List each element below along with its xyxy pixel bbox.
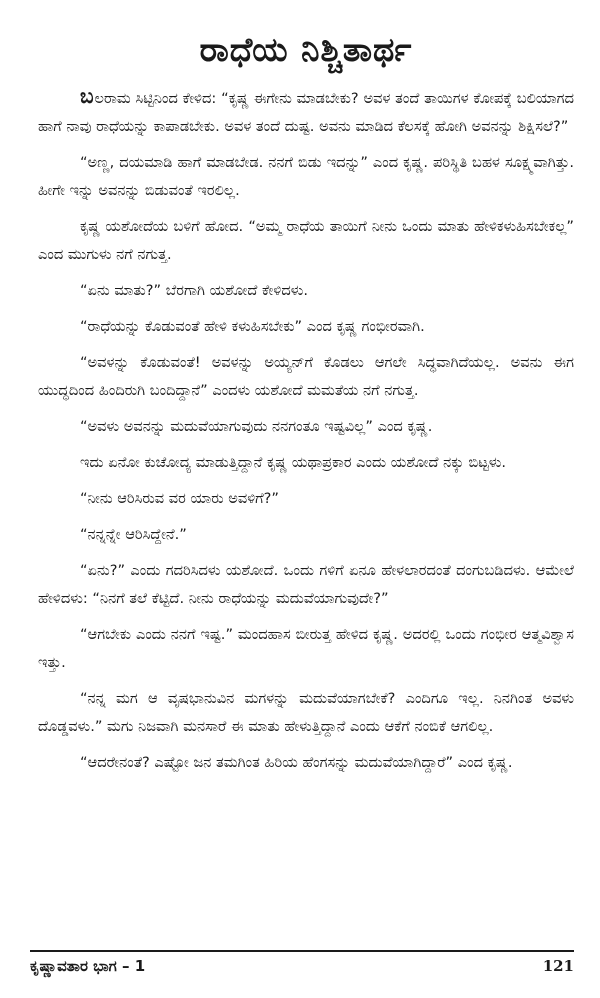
page-footer xyxy=(30,950,574,977)
paragraph: ಕೃಷ್ಣ ಯಶೋದೆಯ ಬಳಿಗೆ ಹೋದ. “ಅಮ್ಮ ರಾಧೆಯ ತಾಯಿಗೆ ನೀನು ಒಂದು ಮಾತು ಹೇಳಿಕಳುಹಿಸಬೇಕಲ್ಲ” ಎಂದ ಮುಗುಳು ನಗೆ ನಗುತ್ತ. xyxy=(38,218,574,263)
paragraph: “ಏನು ಮಾತು?” ಬೆರಗಾಗಿ ಯಶೋದೆ ಕೇಳಿದಳು. xyxy=(80,282,308,299)
dropcap: ಬ xyxy=(80,84,94,108)
paragraph: ಇದು ಏನೋ ಕುಚೋದ್ಯ ಮಾಡುತ್ತಿದ್ದಾನೆ ಕೃಷ್ಣ ಯಥಾಪ್ರಕಾರ ಎಂದು ಯಶೋದೆ ನಕ್ಕು ಬಿಟ್ಟಳು. xyxy=(80,454,507,471)
paragraph xyxy=(38,82,574,141)
paragraph: “ಆದರೇನಂತೆ? ಎಷ್ಟೋ ಜನ ತಮಗಿಂತ ಹಿರಿಯ ಹೆಂಗಸನ್ನು ಮದುವೆಯಾಗಿದ್ದಾರೆ” ಎಂದ ಕೃಷ್ಣ. xyxy=(80,754,513,771)
paragraph: “ಅವಳನ್ನು ಕೊಡುವಂತೆ! ಅವಳನ್ನು ಅಯ್ಯನ್‌ಗೆ ಕೊಡಲು ಆಗಲೇ ಸಿದ್ಧವಾಗಿದೆಯಲ್ಲ. ಅವನು ಈಗ ಯುದ್ಧದಿಂದ ಹಿಂದಿರುಗಿ ಬಂದಿದ್ದಾನೆ” ಎಂದಳು ಯಶೋದೆ ಮಮತೆಯ ನಗೆ ನಗುತ್ತ. xyxy=(38,354,574,399)
paragraph: “ನೀನು ಆರಿಸಿರುವ ವರ ಯಾರು ಅವಳಿಗೆ?” xyxy=(80,490,279,507)
paragraph-text: ಲರಾಮ ಸಿಟ್ಟಿನಿಂದ ಕೇಳಿದ: “ಕೃಷ್ಣ ಈಗೇನು ಮಾಡಬೇಕು? ಅವಳ ತಂದೆ ತಾಯಿಗಳ ಕೋಪಕ್ಕೆ ಬಲಿಯಾಗದ ಹಾಗೆ ನಾವು ರಾಧೆಯನ್ನು ಕಾಪಾಡಬೇಕು. ಅವಳ ತಂದೆ ದುಷ್ಟ. ಅವನು ಮಾಡಿದ ಕೆಲಸಕ್ಕೆ ಹೋಗಿ ಅವನನ್ನು ಶಿಕ್ಷಿಸಲೆ?” xyxy=(38,90,574,135)
footer-page-number: 121 xyxy=(542,957,574,975)
paragraph: “ಏನು?” ಎಂದು ಗದರಿಸಿದಳು ಯಶೋದೆ. ಒಂದು ಗಳಿಗೆ ಏನೂ ಹೇಳಲಾರದಂತೆ ದಂಗುಬಡಿದಳು. ಆಮೇಲೆ ಹೇಳಿದಳು: “ನಿನಗೆ ತಲೆ ಕೆಟ್ಟಿದೆ. ನೀನು ರಾಧೆಯನ್ನು ಮದುವೆಯಾಗುವುದೇ?” xyxy=(38,562,574,607)
paragraph: “ನನ್ನ ಮಗ ಆ ವೃಷಭಾನುವಿನ ಮಗಳನ್ನು ಮದುವೆಯಾಗಬೇಕೆ? ಎಂದಿಗೂ ಇಲ್ಲ. ನಿನಗಿಂತ ಅವಳು ದೊಡ್ಡವಳು.” ಮಗು ನಿಜವಾಗಿ ಮನಸಾರೆ ಈ ಮಾತು ಹೇಳುತ್ತಿದ್ದಾನೆ ಎಂದು ಆಕೆಗೆ ನಂಬಿಕೆ ಆಗಲಿಲ್ಲ. xyxy=(38,690,574,735)
paragraph: “ಅಣ್ಣ, ದಯಮಾಡಿ ಹಾಗೆ ಮಾಡಬೇಡ. ನನಗೆ ಬಿಡು ಇದನ್ನು” ಎಂದ ಕೃಷ್ಣ. ಪರಿಸ್ಥಿತಿ ಬಹಳ ಸೂಕ್ಷ್ಮವಾಗಿತ್ತು. ಹೀಗೇ ಇನ್ನು ಅವನನ್ನು ಬಿಡುವಂತೆ ಇರಲಿಲ್ಲ. xyxy=(38,154,574,199)
footer-book-title: ಕೃಷ್ಣಾವತಾರ ಭಾಗ – 1 xyxy=(30,957,146,975)
paragraph: “ನನ್ನನ್ನೇ ಆರಿಸಿದ್ದೇನೆ.” xyxy=(80,526,187,543)
chapter-body xyxy=(38,82,574,777)
chapter-title: ರಾಧೆಯ ನಿಶ್ಚಿತಾರ್ಥ xyxy=(199,30,413,69)
paragraph: “ಆಗಬೇಕು ಎಂದು ನನಗೆ ಇಷ್ಟ.” ಮಂದಹಾಸ ಬೀರುತ್ತ ಹೇಳಿದ ಕೃಷ್ಣ. ಅದರಲ್ಲಿ ಒಂದು ಗಂಭೀರ ಆತ್ಮವಿಶ್ವಾಸ ಇತ್ತು. xyxy=(38,626,574,671)
paragraph: “ರಾಧೆಯನ್ನು ಕೊಡುವಂತೆ ಹೇಳಿ ಕಳುಹಿಸಬೇಕು” ಎಂದ ಕೃಷ್ಣ ಗಂಭೀರವಾಗಿ. xyxy=(80,318,425,335)
paragraph: “ಅವಳು ಅವನನ್ನು ಮದುವೆಯಾಗುವುದು ನನಗಂತೂ ಇಷ್ಟವಿಲ್ಲ” ಎಂದ ಕೃಷ್ಣ. xyxy=(80,418,433,435)
